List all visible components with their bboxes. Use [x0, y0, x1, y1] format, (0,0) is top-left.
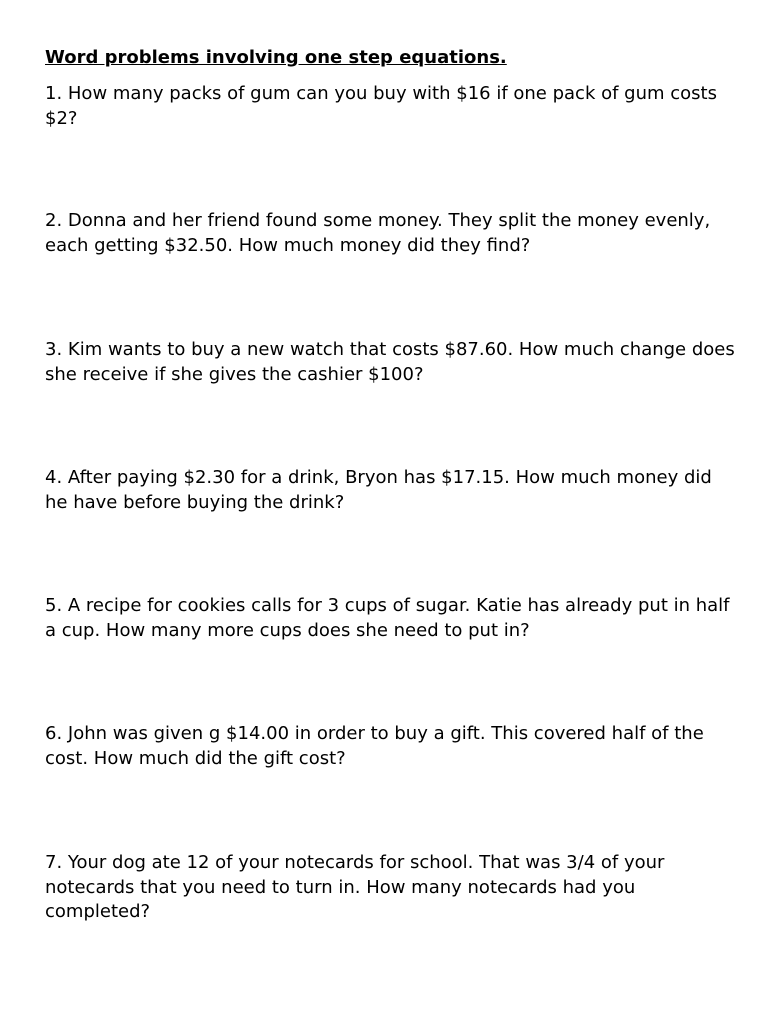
problem-2: 2. Donna and her friend found some money. They split the money evenly, each getting $32.50. How much money did they find? — [45, 210, 711, 256]
problem-6: 6. John was given g $14.00 in order to buy a gift. This covered half of the cost. How much did the gift cost? — [45, 723, 704, 769]
problem-7: 7. Your dog ate 12 of your notecards for school. That was 3/4 of your notecards that you need to turn in. How many notecards had you completed? — [45, 852, 665, 922]
worksheet-title: Word problems involving one step equations. — [45, 47, 507, 68]
problem-1: 1. How many packs of gum can you buy with $16 if one pack of gum costs $2? — [45, 83, 717, 129]
problem-3: 3. Kim wants to buy a new watch that costs $87.60. How much change does she receive if she gives the cashier $100? — [45, 339, 735, 385]
problem-4: 4. After paying $2.30 for a drink, Bryon has $17.15. How much money did he have before buying the drink? — [45, 467, 712, 513]
problem-5: 5. A recipe for cookies calls for 3 cups of sugar. Katie has already put in half a cup. How many more cups does she need to put in? — [45, 595, 730, 641]
